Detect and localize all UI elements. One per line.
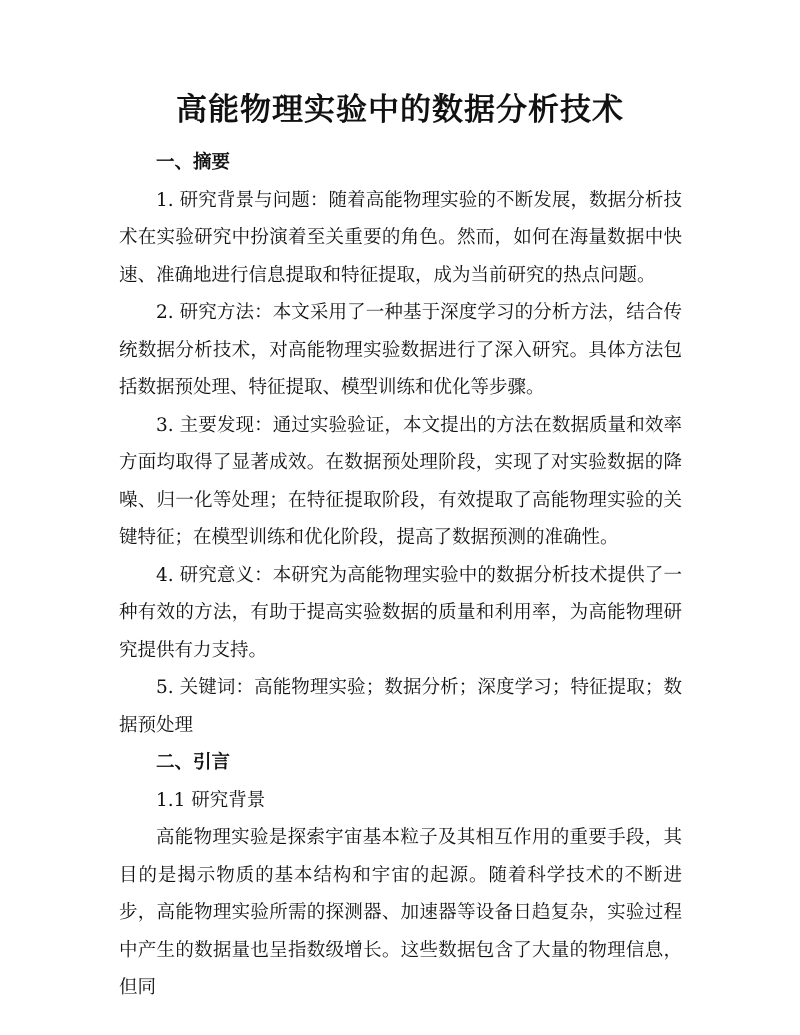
abstract-paragraph-background: 1. 研究背景与问题：随着高能物理实验的不断发展，数据分析技术在实验研究中扮演着至关重要的角色。然而，如何在海量数据中快速、准确地进行信息提取和特征提取，成为当前研究的热点问题。 xyxy=(119,189,682,286)
introduction-paragraph: 高能物理实验是探索宇宙基本粒子及其相互作用的重要手段，其目的是揭示物质的基本结构和宇宙的起源。随着科学技术的不断进步，高能物理实验所需的探测器、加速器等设备日趋复杂，实验过程中产生的数据量也呈指数级增长。这些数据包含了大量的物理信息，但同 xyxy=(119,827,682,998)
abstract-paragraph-findings: 3. 主要发现：通过实验验证，本文提出的方法在数据质量和效率方面均取得了显著成效。在数据预处理阶段，实现了对实验数据的降噪、归一化等处理；在特征提取阶段，有效提取了高能物理实验的关键特征；在模型训练和优化阶段，提高了数据预测的准确性。 xyxy=(119,414,682,548)
abstract-paragraph-keywords: 5. 关键词：高能物理实验；数据分析；深度学习；特征提取；数据预处理 xyxy=(119,677,682,736)
section-heading-introduction: 二、引言 xyxy=(156,752,231,773)
document-body xyxy=(119,144,682,1007)
section-heading-abstract: 一、摘要 xyxy=(156,152,231,173)
subsection-heading-background: 1.1 研究背景 xyxy=(156,789,266,811)
abstract-paragraph-significance: 4. 研究意义：本研究为高能物理实验中的数据分析技术提供了一种有效的方法，有助于提高实验数据的质量和利用率，为高能物理研究提供有力支持。 xyxy=(119,564,682,661)
document-title: 高能物理实验中的数据分析技术 xyxy=(176,92,624,128)
abstract-paragraph-method: 2. 研究方法：本文采用了一种基于深度学习的分析方法，结合传统数据分析技术，对高能物理实验数据进行了深入研究。具体方法包括数据预处理、特征提取、模型训练和优化等步骤。 xyxy=(119,302,682,398)
